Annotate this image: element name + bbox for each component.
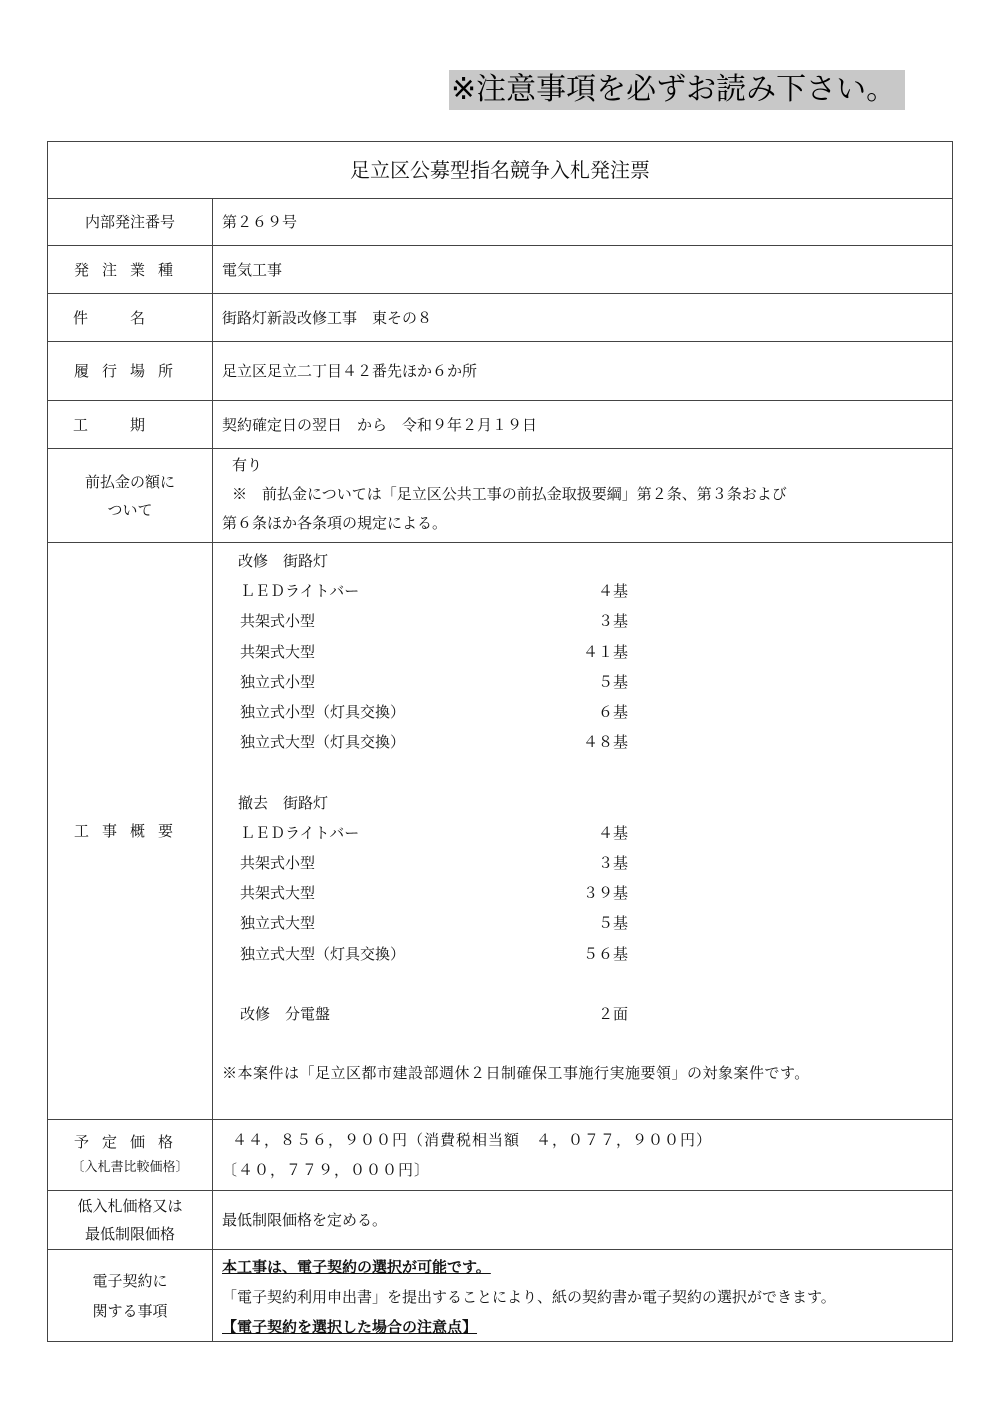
planned-price-value bbox=[222, 1125, 712, 1185]
column-divider bbox=[212, 198, 213, 1342]
e-contract-line: 【電子契約を選択した場合の注意点】 bbox=[222, 1318, 478, 1336]
order-form-table bbox=[47, 141, 953, 1342]
label-text: 工事概要 bbox=[73, 822, 186, 840]
price-line: ４４，８５６，９００円（消費税相当額 ４，０７７，９００円） bbox=[232, 1131, 713, 1149]
overview-label bbox=[48, 543, 212, 1119]
e-contract-label bbox=[48, 1250, 212, 1342]
period-value bbox=[222, 401, 537, 448]
overview-item-qty: ５基 bbox=[597, 672, 628, 691]
overview-item-name: 共架式大型 bbox=[240, 642, 316, 661]
business-type-label bbox=[48, 246, 212, 293]
overview-item-qty: ５基 bbox=[597, 914, 628, 933]
label-text: 件名 bbox=[72, 308, 187, 327]
value-text: 足立区足立二丁目４２番先ほか６か所 bbox=[222, 362, 478, 380]
label-text: 関する事項 bbox=[92, 1302, 168, 1320]
period-label bbox=[48, 401, 212, 448]
overview-heading: 撤去 街路灯 bbox=[238, 793, 329, 812]
label-text: 発注業種 bbox=[73, 260, 186, 279]
order-number-label bbox=[48, 198, 212, 245]
case-name-value bbox=[222, 294, 432, 341]
overview-item-name: 独立式小型（灯具交換） bbox=[240, 703, 406, 721]
overview-item-qty: ５６基 bbox=[582, 944, 628, 963]
label-text: 前払金の額に bbox=[84, 472, 175, 491]
planned-price-label bbox=[48, 1120, 212, 1190]
label-text: 低入札価格又は bbox=[77, 1197, 183, 1215]
overview-item-qty: ３９基 bbox=[582, 884, 628, 903]
overview-item-qty: ４１基 bbox=[582, 642, 628, 661]
overview-item-qty: ３基 bbox=[597, 854, 628, 872]
business-type-value bbox=[222, 246, 282, 293]
order-number-value bbox=[222, 198, 297, 245]
label-text: 最低制限価格 bbox=[84, 1225, 175, 1243]
e-contract-line: 本工事は、電子契約の選択が可能です。 bbox=[222, 1258, 491, 1276]
label-text: 予定価格 bbox=[73, 1133, 186, 1151]
advance-line: 有り bbox=[232, 456, 263, 474]
overview-item-name: ＬＥＤライトバー bbox=[240, 582, 360, 601]
overview-item-name: 改修 分電盤 bbox=[240, 1005, 331, 1023]
e-contract-value bbox=[222, 1252, 836, 1342]
overview-item-name: ＬＥＤライトバー bbox=[240, 823, 360, 842]
case-name-label bbox=[48, 294, 212, 341]
label-text: 内部発注番号 bbox=[84, 212, 175, 231]
value-text: 電気工事 bbox=[222, 260, 283, 279]
notice-banner: ※注意事項を必ずお読み下さい。 bbox=[449, 70, 905, 110]
form-title: 足立区公募型指名競争入札発注票 bbox=[350, 158, 650, 182]
advance-line: 第６条ほか各条項の規定による。 bbox=[222, 514, 448, 532]
location-label bbox=[48, 342, 212, 400]
overview-item-name: 独立式大型 bbox=[240, 914, 316, 933]
overview-item-name: 共架式小型 bbox=[240, 612, 316, 631]
e-contract-line: 「電子契約利用申出書」を提出することにより、紙の契約書か電子契約の選択ができます。 bbox=[222, 1288, 836, 1306]
advance-line: ※ 前払金については「足立区公共工事の前払金取扱要綱」第２条、第３条および bbox=[232, 485, 787, 503]
min-price-label bbox=[48, 1191, 212, 1249]
label-text: 履行場所 bbox=[73, 362, 186, 380]
advance-value bbox=[222, 451, 787, 538]
advance-label bbox=[48, 449, 212, 542]
overview-item-qty: ４８基 bbox=[582, 733, 628, 752]
location-value bbox=[222, 342, 477, 400]
price-line: 〔４０，７７９，０００円〕 bbox=[222, 1161, 431, 1179]
overview-item-qty: ３基 bbox=[597, 612, 628, 631]
overview-item-qty: ２面 bbox=[597, 1005, 628, 1023]
overview-item-name: 共架式大型 bbox=[240, 884, 316, 903]
label-text: 電子契約に bbox=[92, 1272, 168, 1290]
overview-item-qty: ６基 bbox=[597, 703, 628, 721]
min-price-value bbox=[222, 1191, 387, 1249]
overview-heading: 改修 街路灯 bbox=[238, 552, 329, 570]
value-text: 契約確定日の翌日 から 令和９年２月１９日 bbox=[222, 415, 538, 434]
overview-item-qty: ４基 bbox=[597, 823, 628, 842]
value-text: 最低制限価格を定める。 bbox=[222, 1211, 388, 1229]
label-text: ついて bbox=[107, 500, 153, 519]
overview-item-name: 独立式大型（灯具交換） bbox=[240, 733, 406, 752]
overview-note: ※本案件は「足立区都市建設部週休２日制確保工事施行実施要領」の対象案件です。 bbox=[222, 1064, 810, 1082]
overview-item-name: 共架式小型 bbox=[240, 854, 316, 872]
label-text: 工期 bbox=[72, 415, 187, 434]
label-text: 〔入札書比較価格〕 bbox=[71, 1160, 189, 1175]
overview-item-name: 独立式大型（灯具交換） bbox=[240, 944, 406, 963]
value-text: 第２６９号 bbox=[222, 212, 298, 231]
overview-item-qty: ４基 bbox=[597, 582, 628, 601]
value-text: 街路灯新設改修工事 東その８ bbox=[222, 308, 433, 327]
overview-item-name: 独立式小型 bbox=[240, 672, 316, 691]
